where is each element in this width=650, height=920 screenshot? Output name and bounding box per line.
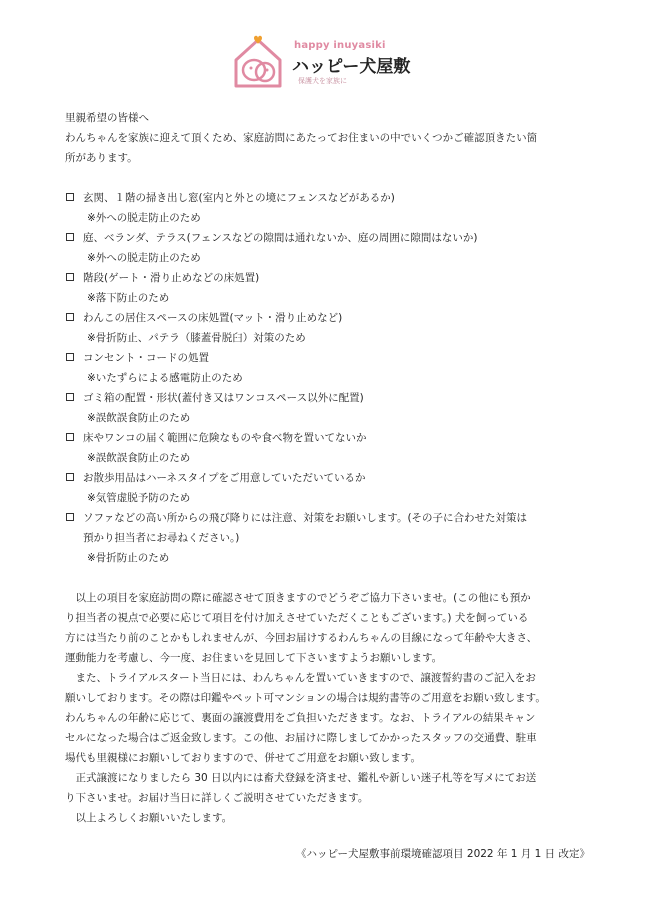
checklist-item-text: 玄関、１階の掃き出し窓(室内と外との境にフェンスなどがあるか): [83, 192, 395, 204]
checklist-note: ※骨折防止のため: [87, 552, 170, 564]
intro-line-2: 所があります。: [65, 152, 138, 164]
checklist-item: [65, 228, 605, 248]
checklist-note: ※落下防止のため: [87, 292, 170, 304]
paragraph-line: また、トライアルスタート当日には、わんちゃんを置いていきますので、譲渡誓約書のご記入をお: [75, 672, 536, 684]
checkbox-icon: [66, 193, 74, 201]
checklist-item-text: コンセント・コードの処置: [83, 352, 209, 364]
paragraph-line: り担当者の視点で必要に応じて項目を付け加えさせていただくこともございます。) 犬を飼っている: [65, 612, 529, 624]
paragraph-line: 正式譲渡になりましたら 30 日以内には畜犬登録を済ませ、鑑札や新しい迷子札等を写メにてお送: [75, 772, 537, 784]
checklist-item-text: ゴミ箱の配置・形状(蓋付き又はワンコスペース以外に配置): [83, 392, 364, 404]
checkbox-icon: [66, 433, 74, 441]
checklist-note: ※外への脱走防止のため: [87, 212, 201, 224]
checklist-item-text: 庭、ベランダ、テラス(フェンスなどの隙間は通れないか、庭の周囲に隙間はないか): [83, 232, 478, 244]
checklist-note: ※いたずらによる感電防止のため: [87, 372, 243, 384]
paragraph-line: り下さいませ。お届け当日に詳しくご説明させていただきます。: [65, 792, 369, 804]
checklist-item-text: ソファなどの高い所からの飛び降りには注意、対策をお願いします。(その子に合わせた対策は: [83, 512, 528, 524]
checklist-item-continuation: 預かり担当者にお尋ねください。): [83, 532, 240, 544]
checklist-item: [65, 188, 605, 208]
checkbox-icon: [66, 473, 74, 481]
checklist-item: [65, 388, 605, 408]
checklist-item: [65, 468, 605, 488]
paragraph-line: 運動能力を考慮し、今一度、お住まいを見回して下さいますようお願いします。: [65, 652, 443, 664]
intro-line-1: わんちゃんを家族に迎えて頂くため、家庭訪問にあたってお住まいの中でいくつかご確認頂きたい箇: [65, 132, 538, 144]
checklist-note: ※誤飲誤食防止のため: [87, 452, 191, 464]
brand-logo: [232, 34, 422, 92]
paragraph-line: 願いしております。その際は印鑑やペット可マンションの場合は規約書等のご用意をお願い致します。: [65, 692, 546, 704]
checkbox-icon: [66, 353, 74, 361]
checkbox-icon: [66, 513, 74, 521]
checklist-item-text: わんこの居住スペースの床処置(マット・滑り止めなど): [83, 312, 343, 324]
paragraph-line: 場代も里親様にお願いしておりますので、併せてご用意をお願い致します。: [65, 752, 421, 764]
checklist-note: ※気管虚脱予防のため: [87, 492, 191, 504]
paragraph-line: わんちゃんの年齢に応じて、裏面の譲渡費用をご負担いただきます。なお、トライアルの結果キャン: [65, 712, 536, 724]
paragraph-line: セルになった場合はご返金致します。この他、お届けに際しましてかかったスタッフの交通費、駐車: [65, 732, 537, 744]
paragraph-line: 方には当たり前のことかもしれませんが、今回お届けするわんちゃんの目線になって年齢や大きさ、: [65, 632, 538, 644]
document-footer: 《ハッピー犬屋敷事前環境確認項目 2022 年 1 月 1 日 改定》: [295, 848, 590, 860]
checklist-item: [65, 348, 605, 368]
checklist-item: [65, 508, 605, 528]
salutation: 里親希望の皆様へ: [65, 112, 149, 124]
checklist-item: [65, 428, 605, 448]
checklist-item-text: 階段(ゲート・滑り止めなどの床処置): [83, 272, 260, 284]
document-body: [65, 108, 605, 828]
checkbox-icon: [66, 313, 74, 321]
checklist-note: ※骨折防止、パテラ（膝蓋骨脱臼）対策のため: [87, 332, 306, 344]
logo-brand-name: ハッピー犬屋敷: [292, 57, 411, 77]
checklist-note: ※外への脱走防止のため: [87, 252, 201, 264]
checklist-item: [65, 268, 605, 288]
checklist-item-text: 床やワンコの届く範囲に危険なものや食べ物を置いてないか: [83, 432, 367, 444]
logo-tagline-en: happy inuyasiki: [294, 40, 386, 51]
checklist-note: ※誤飲誤食防止のため: [87, 412, 191, 424]
closing-line: 以上よろしくお願いいたします。: [75, 812, 233, 824]
checklist: [65, 188, 605, 568]
checkbox-icon: [66, 273, 74, 281]
checkbox-icon: [66, 393, 74, 401]
logo-subtitle: 保護犬を家族に: [298, 77, 347, 85]
checkbox-icon: [66, 233, 74, 241]
paragraph-line: 以上の項目を家庭訪問の際に確認させて頂きますのでどうぞご協力下さいませ。(この他にも預か: [75, 592, 531, 604]
checklist-item: [65, 308, 605, 328]
checklist-item-text: お散歩用品はハーネスタイプをご用意していただいているか: [83, 472, 366, 484]
house-dog-logo-icon: [232, 34, 284, 92]
